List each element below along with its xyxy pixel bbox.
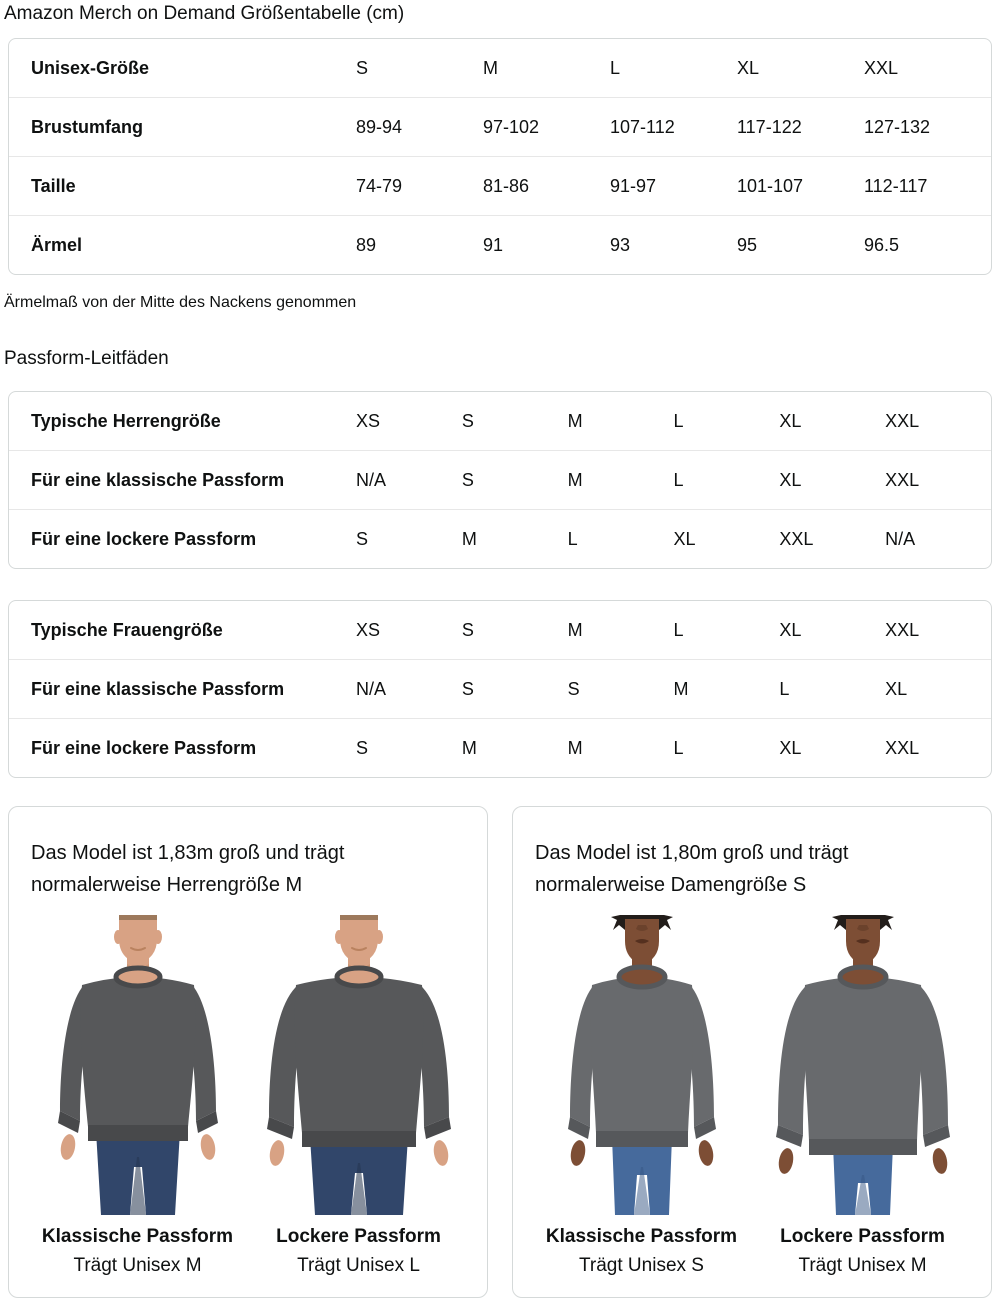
size-value-cell: 91-97	[610, 157, 737, 216]
size-value-cell: L	[673, 451, 779, 510]
size-value-cell: M	[462, 719, 568, 778]
mens-model-card	[8, 806, 488, 1298]
worn-size-label: Trägt Unisex L	[297, 1255, 420, 1276]
size-value-cell: 74-79	[356, 157, 483, 216]
sleeve-measure-footnote: Ärmelmaß von der Mitte des Nackens genommen	[4, 294, 357, 311]
size-value-cell: XL	[779, 451, 885, 510]
model-photo	[532, 915, 752, 1215]
table-row	[9, 719, 991, 778]
model-figure-loose	[248, 915, 469, 1281]
model-figure-loose	[752, 915, 973, 1281]
size-value-cell: 107-112	[610, 98, 737, 157]
size-value-cell: M	[462, 510, 568, 569]
mens-fit-table-card	[8, 391, 992, 569]
size-value-cell: N/A	[356, 660, 462, 719]
worn-size-label: Trägt Unisex M	[73, 1255, 202, 1276]
womens-fit-table-card	[8, 600, 992, 778]
figure-caption	[276, 1223, 441, 1281]
table-row	[9, 660, 991, 719]
size-value-cell: XL	[737, 58, 760, 78]
size-value-cell: XL	[673, 510, 779, 569]
worn-size-label: Trägt Unisex S	[579, 1255, 704, 1276]
size-value-cell: XXL	[864, 58, 899, 78]
size-value-cell: S	[356, 719, 462, 778]
size-value-cell: 127-132	[864, 98, 991, 157]
size-value-cell: L	[779, 660, 885, 719]
model-photo-illustration	[532, 915, 752, 1215]
size-value-cell: XL	[885, 660, 991, 719]
size-value-cell: M	[483, 58, 498, 78]
size-value-cell: S	[356, 58, 369, 78]
size-value-cell: XL	[779, 620, 802, 640]
size-value-cell: 89	[356, 216, 483, 275]
size-value-cell: M	[568, 719, 674, 778]
size-value-cell: S	[568, 660, 674, 719]
model-cards-row	[8, 806, 992, 1298]
figure-caption	[780, 1223, 945, 1281]
size-value-cell: 93	[610, 216, 737, 275]
size-value-cell: XXL	[779, 510, 885, 569]
size-value-cell: L	[673, 620, 684, 640]
model-description: Das Model ist 1,83m groß und trägt normalerweise Herrengröße M	[31, 842, 345, 896]
size-value-cell: XXL	[885, 620, 920, 640]
row-label: Ärmel	[9, 216, 356, 275]
size-value-cell: L	[673, 719, 779, 778]
model-figure-classic	[27, 915, 248, 1281]
size-value-cell: L	[568, 510, 674, 569]
unisex-size-table-card	[8, 38, 992, 275]
size-value-cell: S	[461, 620, 474, 640]
model-photo	[249, 915, 469, 1215]
model-photo-illustration	[28, 915, 248, 1215]
row-label: Für eine lockere Passform	[9, 510, 356, 569]
size-value-cell: 81-86	[483, 157, 610, 216]
size-value-cell: M	[673, 660, 779, 719]
model-figure-classic	[531, 915, 752, 1281]
size-value-cell: L	[673, 411, 684, 431]
fit-name-label: Lockere Passform	[276, 1226, 441, 1247]
worn-size-label: Trägt Unisex M	[798, 1255, 927, 1276]
fit-name-label: Klassische Passform	[41, 1226, 234, 1247]
row-label: Für eine klassische Passform	[9, 660, 356, 719]
size-value-cell: 112-117	[864, 157, 991, 216]
row-label: Brustumfang	[9, 98, 356, 157]
size-value-cell: 95	[737, 216, 864, 275]
row-label: Taille	[9, 157, 356, 216]
size-value-cell: S	[356, 510, 462, 569]
table-row	[9, 157, 991, 216]
table-row	[9, 98, 991, 157]
row-label: Für eine lockere Passform	[9, 719, 356, 778]
size-value-cell: 97-102	[483, 98, 610, 157]
size-value-cell: 96.5	[864, 216, 991, 275]
model-photo	[28, 915, 248, 1215]
row-label: Unisex-Größe	[31, 58, 150, 78]
size-value-cell: S	[462, 451, 568, 510]
figure-caption	[546, 1223, 737, 1281]
mens-fit-table	[9, 392, 991, 568]
size-value-cell: S	[461, 411, 474, 431]
size-value-cell: M	[567, 411, 583, 431]
size-value-cell: XS	[356, 411, 381, 431]
fit-name-label: Klassische Passform	[545, 1226, 738, 1247]
size-value-cell: M	[568, 451, 674, 510]
size-value-cell: XXL	[885, 719, 991, 778]
size-value-cell: N/A	[885, 510, 991, 569]
row-label: Typische Frauengröße	[31, 620, 223, 640]
womens-fit-table	[9, 601, 991, 777]
table-row	[9, 510, 991, 569]
model-photo	[753, 915, 973, 1215]
size-value-cell: XXL	[885, 451, 991, 510]
size-value-cell: S	[462, 660, 568, 719]
unisex-size-table	[9, 39, 991, 274]
model-photo-illustration	[249, 915, 469, 1215]
fit-name-label: Lockere Passform	[780, 1226, 945, 1247]
size-value-cell: 89-94	[356, 98, 483, 157]
size-value-cell: M	[567, 620, 583, 640]
figure-caption	[42, 1223, 233, 1281]
table-row	[9, 39, 991, 98]
table-row	[9, 451, 991, 510]
row-label: Typische Herrengröße	[31, 411, 221, 431]
fit-guides-title: Passform-Leitfäden	[4, 348, 169, 369]
size-value-cell: 117-122	[737, 98, 864, 157]
table-row	[9, 216, 991, 275]
size-value-cell: XL	[779, 719, 885, 778]
size-value-cell: XL	[779, 411, 802, 431]
model-figures	[531, 915, 973, 1281]
model-photo-illustration	[753, 915, 973, 1215]
size-value-cell: XS	[356, 620, 381, 640]
size-value-cell: 91	[483, 216, 610, 275]
womens-model-card	[512, 806, 992, 1298]
size-value-cell: XXL	[885, 411, 920, 431]
size-value-cell: N/A	[356, 451, 462, 510]
table-row	[9, 392, 991, 451]
row-label: Für eine klassische Passform	[9, 451, 356, 510]
model-description: Das Model ist 1,80m groß und trägt normalerweise Damengröße S	[535, 842, 849, 896]
page-title: Amazon Merch on Demand Größentabelle (cm)	[4, 3, 405, 24]
size-value-cell: L	[610, 58, 621, 78]
size-value-cell: 101-107	[737, 157, 864, 216]
model-figures	[27, 915, 469, 1281]
table-row	[9, 601, 991, 660]
